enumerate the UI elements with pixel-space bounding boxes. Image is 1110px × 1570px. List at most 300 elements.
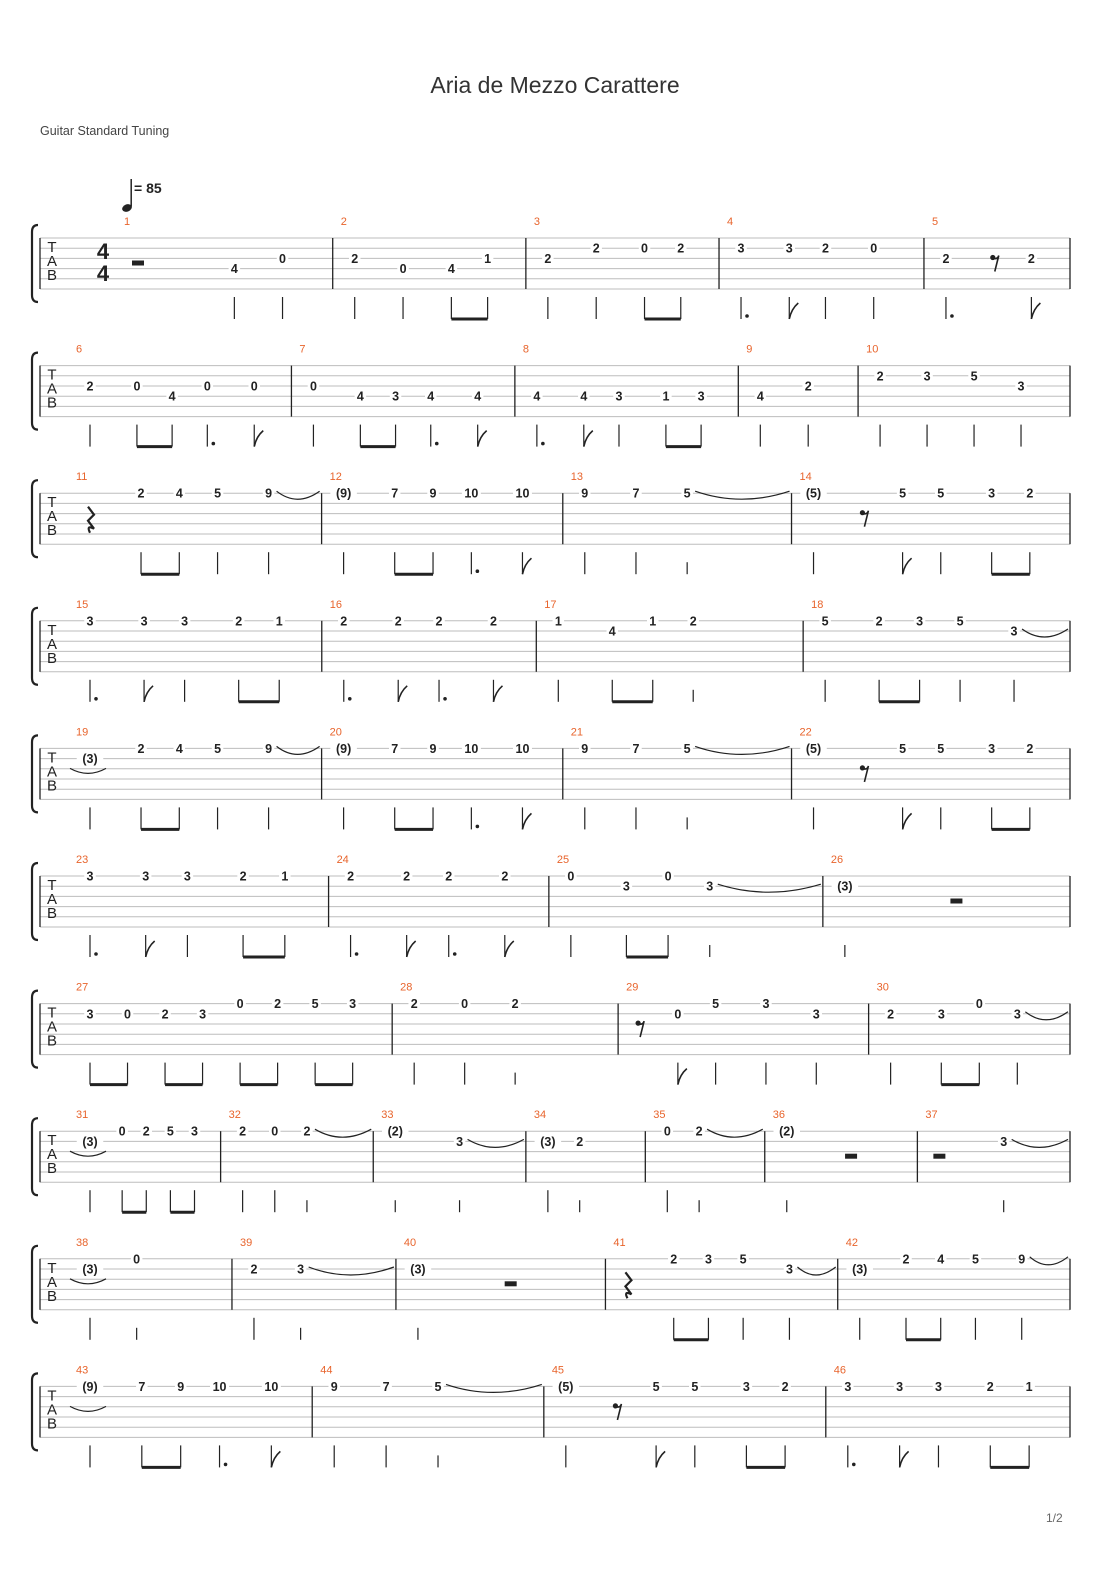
- fret-number: 3: [297, 1262, 305, 1277]
- measure-number: 33: [381, 1109, 394, 1122]
- fret-number: 2: [435, 614, 443, 629]
- song-title: Aria de Mezzo Carattere: [430, 72, 680, 98]
- duration-dot: [212, 442, 216, 446]
- fret-number: 2: [677, 241, 685, 256]
- fret-number: 5: [899, 741, 907, 756]
- duration-dot: [443, 697, 447, 701]
- tie-curve: [277, 491, 320, 499]
- system-bracket: [32, 1246, 38, 1323]
- measure-number: 28: [400, 981, 413, 994]
- tab-clef-letter: A: [46, 1146, 58, 1164]
- fret-number: 4: [474, 389, 482, 404]
- measure-number: 18: [811, 598, 824, 611]
- fret-number: 3: [622, 879, 630, 894]
- measure-number: 26: [830, 854, 844, 866]
- fret-number: 2: [592, 241, 600, 256]
- tie-curve: [695, 491, 789, 499]
- fret-number: 2: [887, 1007, 895, 1022]
- fret-number: 2: [670, 1252, 678, 1267]
- tempo-marking: = 85: [134, 180, 162, 196]
- fret-number: 2: [876, 369, 884, 384]
- fret-number: 9: [265, 486, 273, 501]
- tab-clef-letter: B: [46, 267, 58, 284]
- fret-number: 5: [683, 741, 691, 756]
- fret-number: 3: [86, 614, 94, 629]
- fret-number: (3): [82, 1262, 98, 1277]
- measure-number: 9: [746, 343, 753, 356]
- fret-number: 2: [689, 614, 697, 629]
- fret-number: 3: [706, 879, 714, 894]
- fret-number: 4: [533, 389, 541, 404]
- tie-curve: [468, 1139, 524, 1147]
- system-bracket: [32, 1373, 38, 1450]
- fret-number: 3: [916, 614, 924, 629]
- fret-number: 3: [199, 1007, 207, 1022]
- fret-number: 4: [447, 262, 455, 277]
- half-rest-icon: [933, 1154, 945, 1159]
- tie-curve: [1025, 1012, 1068, 1020]
- eighth-flag-icon: [678, 1069, 687, 1085]
- fret-number: 5: [971, 1252, 979, 1267]
- fret-number: 9: [581, 741, 589, 756]
- tab-clef-letter: B: [46, 1415, 58, 1433]
- fret-number: 4: [230, 262, 238, 277]
- fret-number: 0: [567, 869, 575, 884]
- fret-number: 3: [392, 389, 400, 404]
- fret-number: 1: [662, 389, 670, 404]
- tab-clef-letter: B: [46, 1032, 58, 1050]
- fret-number: 2: [576, 1134, 584, 1149]
- tab-clef-letter: A: [46, 253, 58, 270]
- measure-number: 10: [866, 343, 879, 356]
- system-bracket: [32, 991, 38, 1068]
- fret-number: 2: [250, 1262, 258, 1277]
- measure-number: 16: [329, 598, 343, 611]
- fret-number: 9: [429, 741, 437, 756]
- fret-number: (3): [82, 1134, 98, 1149]
- duration-dot: [852, 1463, 856, 1467]
- fret-number: 2: [501, 869, 509, 884]
- measure-number: 34: [533, 1109, 547, 1122]
- fret-number: 5: [652, 1379, 660, 1394]
- eighth-flag-icon: [903, 813, 912, 829]
- eighth-flag-icon: [584, 431, 593, 447]
- measure-number: 20: [329, 726, 342, 739]
- measure-number: 25: [556, 854, 570, 866]
- fret-number: 10: [515, 486, 530, 501]
- tab-clef-letter: T: [47, 239, 57, 256]
- fret-number: (3): [410, 1262, 426, 1277]
- system-bracket: [32, 225, 38, 302]
- measure-number: 32: [228, 1109, 241, 1122]
- measure-number: 46: [833, 1364, 847, 1377]
- system-bracket: [32, 1118, 38, 1195]
- tie-curve: [277, 746, 320, 754]
- fret-number: 10: [212, 1379, 227, 1394]
- measure-number: 45: [551, 1364, 565, 1377]
- fret-number: 0: [279, 251, 287, 266]
- half-rest-icon: [845, 1154, 857, 1159]
- system-bracket: [32, 480, 38, 557]
- fret-number: 3: [812, 1007, 820, 1022]
- fret-number: 2: [86, 379, 94, 394]
- fret-number: 2: [986, 1379, 994, 1394]
- fret-number: 0: [203, 379, 211, 394]
- tie-curve: [1030, 1257, 1068, 1265]
- tab-clef-letter: A: [46, 1401, 58, 1419]
- fret-number: 5: [937, 486, 945, 501]
- fret-number: 3: [785, 241, 793, 256]
- fret-number: 5: [821, 614, 829, 629]
- quarter-rest-icon: [625, 1272, 631, 1298]
- fret-number: 7: [138, 1379, 146, 1394]
- fret-number: (3): [540, 1134, 556, 1149]
- fret-number: (5): [558, 1379, 574, 1394]
- fret-number: 5: [739, 1252, 747, 1267]
- measure-number: 7: [299, 343, 306, 356]
- fret-number: 2: [235, 614, 243, 629]
- fret-number: 1: [649, 614, 657, 629]
- tab-clef-letter: A: [46, 635, 58, 653]
- fret-number: 9: [265, 741, 273, 756]
- eighth-flag-icon: [522, 813, 531, 829]
- tab-clef-letter: A: [46, 763, 58, 781]
- fret-number: 3: [937, 1007, 945, 1022]
- measure-number: 38: [76, 1236, 89, 1249]
- measure-number: 37: [925, 1109, 938, 1122]
- tie-curve: [797, 1267, 835, 1275]
- tie-curve: [446, 1384, 542, 1392]
- fret-number: 3: [785, 1262, 793, 1277]
- fret-number: 5: [937, 741, 945, 756]
- fret-number: 3: [896, 1379, 904, 1394]
- fret-number: 5: [311, 997, 319, 1012]
- fret-number: 5: [434, 1379, 442, 1394]
- fret-number: 3: [934, 1379, 942, 1394]
- fret-number: 7: [382, 1379, 390, 1394]
- fret-number: 4: [427, 389, 435, 404]
- fret-number: 2: [695, 1124, 703, 1139]
- tab-clef-letter: T: [47, 749, 57, 767]
- tab-clef-letter: B: [46, 1287, 58, 1305]
- fret-number: 0: [975, 997, 983, 1012]
- tab-clef-letter: T: [47, 1132, 57, 1150]
- fret-number: 0: [641, 241, 649, 256]
- fret-number: (5): [805, 486, 822, 501]
- measure-number: 43: [76, 1364, 89, 1377]
- tie-curve: [1022, 629, 1068, 637]
- eighth-flag-icon: [398, 686, 407, 702]
- eighth-flag-icon: [271, 1451, 280, 1467]
- fret-number: 2: [511, 997, 519, 1012]
- fret-number: 3: [1017, 379, 1025, 394]
- fret-number: 1: [281, 869, 289, 884]
- fret-number: 10: [264, 1379, 279, 1394]
- measure-number: 19: [76, 726, 89, 739]
- measure-number: 14: [799, 471, 812, 484]
- fret-number: 2: [410, 997, 418, 1012]
- tab-clef-letter: B: [46, 394, 58, 412]
- tab-clef-letter: A: [46, 380, 58, 398]
- system-bracket: [32, 863, 38, 940]
- eighth-flag-icon: [144, 686, 153, 702]
- measure-number: 42: [845, 1236, 858, 1249]
- fret-number: 4: [756, 389, 764, 404]
- tab-clef-letter: B: [46, 905, 58, 922]
- fret-number: 3: [988, 741, 996, 756]
- eighth-flag-icon: [522, 558, 531, 574]
- fret-number: 2: [821, 241, 829, 256]
- fret-number: 0: [133, 1252, 141, 1267]
- fret-number: 3: [349, 997, 357, 1012]
- tab-clef-letter: A: [46, 891, 58, 908]
- fret-number: (3): [837, 879, 853, 894]
- measure-number: 31: [76, 1109, 89, 1122]
- tie-curve: [315, 1129, 371, 1137]
- fret-number: 5: [683, 486, 691, 501]
- fret-number: 9: [330, 1379, 338, 1394]
- fret-number: 2: [239, 1124, 247, 1139]
- fret-number: 0: [663, 1124, 671, 1139]
- fret-number: 5: [166, 1124, 174, 1139]
- measure-number: 36: [772, 1109, 786, 1122]
- time-signature-denominator: 4: [96, 261, 110, 286]
- fret-number: 9: [581, 486, 589, 501]
- measure-number: 5: [931, 216, 939, 228]
- measure-number: 2: [340, 216, 347, 228]
- eighth-flag-icon: [407, 941, 416, 957]
- duration-dot: [348, 697, 352, 701]
- eighth-flag-icon: [1031, 303, 1040, 319]
- system-bracket: [32, 608, 38, 685]
- tie-curve: [707, 1129, 763, 1137]
- fret-number: 3: [183, 869, 191, 884]
- fret-number: 2: [161, 1007, 169, 1022]
- fret-number: 4: [356, 389, 364, 404]
- half-rest-icon: [132, 261, 144, 266]
- fret-number: 3: [1000, 1134, 1008, 1149]
- fret-number: 3: [737, 241, 745, 256]
- fret-number: 9: [177, 1379, 185, 1394]
- tie-curve: [695, 746, 789, 754]
- measure-number: 35: [653, 1109, 666, 1122]
- fret-number: 2: [394, 614, 402, 629]
- fret-number: 3: [697, 389, 705, 404]
- tab-clef-letter: A: [46, 508, 58, 526]
- fret-number: 2: [303, 1124, 311, 1139]
- duration-dot: [224, 1463, 228, 1467]
- fret-number: 2: [489, 614, 497, 629]
- fret-number: 2: [137, 741, 145, 756]
- duration-dot: [541, 442, 545, 446]
- fret-number: 2: [875, 614, 883, 629]
- measure-number: 30: [876, 981, 889, 994]
- measure-number: 1: [124, 216, 131, 228]
- fret-number: 10: [464, 486, 479, 501]
- measure-number: 8: [522, 343, 529, 356]
- fret-number: 7: [391, 486, 399, 501]
- fret-number: 5: [691, 1379, 699, 1394]
- fret-number: 2: [351, 251, 359, 266]
- measure-number: 23: [76, 854, 89, 866]
- tab-clef-letter: T: [47, 494, 57, 512]
- measure-number: 4: [727, 216, 734, 228]
- measure-number: 11: [76, 471, 88, 484]
- fret-number: 1: [275, 614, 283, 629]
- tab-clef-letter: B: [46, 777, 58, 795]
- measure-number: 15: [76, 598, 89, 611]
- tab-clef-letter: T: [47, 366, 57, 384]
- tab-clef-letter: T: [47, 1387, 57, 1405]
- duration-dot: [476, 825, 480, 829]
- fret-number: 3: [988, 486, 996, 501]
- eighth-flag-icon: [146, 941, 155, 957]
- fret-number: (3): [82, 752, 98, 767]
- fret-number: 0: [118, 1124, 126, 1139]
- fret-number: (9): [335, 486, 352, 501]
- tab-clef-letter: T: [47, 621, 57, 639]
- fret-number: 2: [544, 251, 552, 266]
- fret-number: 4: [175, 741, 183, 756]
- fret-number: (9): [335, 741, 352, 756]
- fret-number: 4: [937, 1252, 945, 1267]
- fret-number: 0: [236, 997, 244, 1012]
- eighth-flag-icon: [478, 431, 487, 447]
- fret-number: 2: [445, 869, 453, 884]
- fret-number: 5: [214, 741, 222, 756]
- duration-dot: [94, 697, 98, 701]
- fret-number: (2): [779, 1124, 795, 1139]
- fret-number: 2: [1027, 251, 1035, 266]
- fret-number: 3: [140, 614, 148, 629]
- fret-number: 0: [870, 241, 878, 256]
- fret-number: 4: [168, 389, 176, 404]
- measure-number: 17: [544, 598, 557, 611]
- fret-number: 5: [956, 614, 964, 629]
- measure-number: 22: [799, 726, 812, 739]
- fret-number: 0: [250, 379, 258, 394]
- measure-number: 44: [320, 1364, 333, 1377]
- duration-dot: [435, 442, 439, 446]
- fret-number: 4: [175, 486, 183, 501]
- fret-number: 3: [181, 614, 189, 629]
- time-signature-numerator: 4: [96, 239, 110, 264]
- duration-dot: [745, 314, 749, 318]
- duration-dot: [94, 952, 98, 956]
- fret-number: (3): [852, 1262, 868, 1277]
- fret-number: 0: [271, 1124, 279, 1139]
- eighth-flag-icon: [903, 558, 912, 574]
- tie-curve: [309, 1267, 394, 1275]
- fret-number: 3: [1013, 1007, 1021, 1022]
- fret-number: 7: [632, 741, 640, 756]
- fret-number: 10: [464, 741, 479, 756]
- fret-number: 2: [1026, 741, 1034, 756]
- fret-number: 3: [844, 1379, 852, 1394]
- fret-number: 0: [133, 379, 141, 394]
- system-bracket: [32, 353, 38, 430]
- measure-number: 12: [329, 471, 342, 484]
- fret-number: 2: [274, 997, 282, 1012]
- fret-number: 2: [942, 251, 950, 266]
- fret-number: 5: [214, 486, 222, 501]
- fret-number: 2: [804, 379, 812, 394]
- eighth-flag-icon: [254, 431, 263, 447]
- fret-number: (2): [387, 1124, 403, 1139]
- fret-number: 3: [86, 869, 94, 884]
- fret-number: 2: [781, 1379, 789, 1394]
- measure-number: 24: [336, 854, 349, 866]
- fret-number: 0: [674, 1007, 682, 1022]
- eighth-flag-icon: [505, 941, 514, 957]
- system-bracket: [32, 735, 38, 812]
- fret-number: 3: [742, 1379, 750, 1394]
- measure-number: 27: [76, 981, 89, 994]
- fret-number: 9: [1018, 1252, 1026, 1267]
- fret-number: 3: [142, 869, 150, 884]
- fret-number: 3: [704, 1252, 712, 1267]
- fret-number: 1: [554, 614, 562, 629]
- tab-clef-letter: B: [46, 522, 58, 540]
- fret-number: 2: [403, 869, 411, 884]
- tab-clef-letter: A: [46, 1018, 58, 1036]
- tab-clef-letter: T: [47, 1004, 57, 1022]
- eighth-flag-icon: [900, 1451, 909, 1467]
- duration-dot: [950, 314, 954, 318]
- fret-number: 2: [142, 1124, 150, 1139]
- measure-number: 29: [626, 981, 639, 994]
- duration-dot: [476, 569, 480, 573]
- quarter-rest-icon: [88, 507, 94, 533]
- fret-number: (5): [805, 741, 822, 756]
- tab-clef-letter: T: [47, 1259, 57, 1277]
- fret-number: 1: [484, 251, 492, 266]
- fret-number: 0: [664, 869, 672, 884]
- fret-number: 5: [712, 997, 720, 1012]
- measure-number: 13: [570, 471, 584, 484]
- fret-number: 3: [762, 997, 770, 1012]
- fret-number: 0: [124, 1007, 131, 1022]
- fret-number: 3: [456, 1134, 464, 1149]
- fret-number: 2: [137, 486, 145, 501]
- half-rest-icon: [950, 899, 962, 904]
- tab-clef-letter: A: [46, 1273, 58, 1291]
- tab-clef-letter: T: [47, 877, 57, 894]
- fret-number: 3: [191, 1124, 198, 1139]
- fret-number: 7: [391, 741, 399, 756]
- fret-number: 10: [515, 741, 530, 756]
- fret-number: 0: [461, 997, 469, 1012]
- eighth-flag-icon: [789, 303, 798, 319]
- fret-number: 3: [615, 389, 623, 404]
- fret-number: 2: [902, 1252, 910, 1267]
- fret-number: 2: [340, 614, 348, 629]
- measure-number: 3: [533, 216, 540, 228]
- measure-number: 40: [403, 1236, 417, 1249]
- duration-dot: [355, 952, 359, 956]
- fret-number: 0: [309, 379, 317, 394]
- tie-curve: [1012, 1139, 1068, 1147]
- fret-number: 4: [580, 389, 588, 404]
- fret-number: 4: [608, 624, 616, 639]
- fret-number: 2: [347, 869, 355, 884]
- fret-number: 9: [429, 486, 437, 501]
- fret-number: 1: [1025, 1379, 1033, 1394]
- fret-number: 5: [899, 486, 907, 501]
- fret-number: 3: [86, 1007, 94, 1022]
- tuning-label: Guitar Standard Tuning: [40, 124, 170, 138]
- half-rest-icon: [505, 1281, 517, 1286]
